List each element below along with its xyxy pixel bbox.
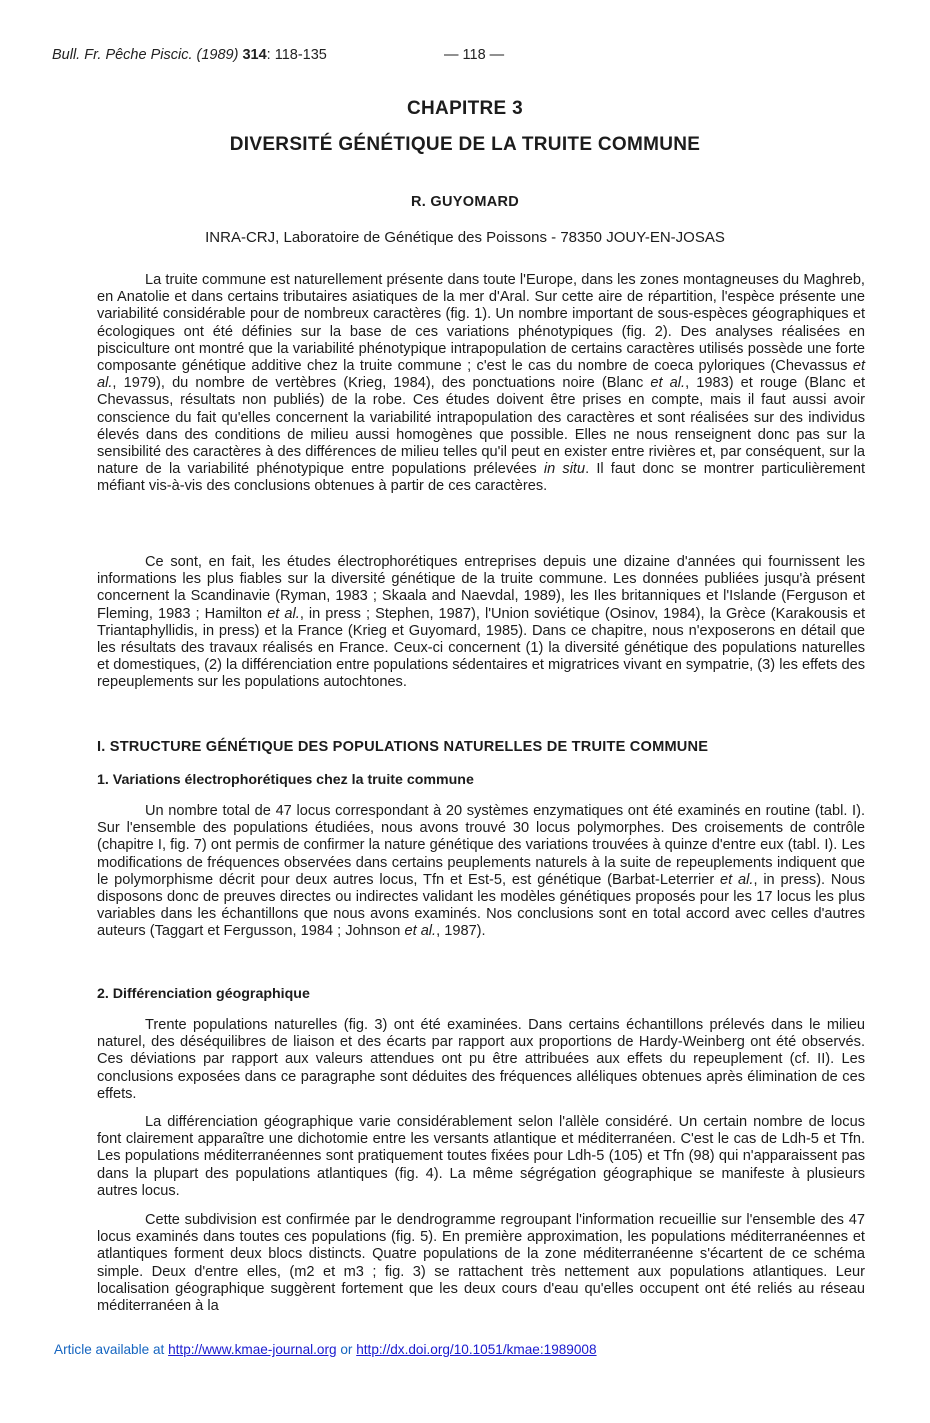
section-paragraph-4: Cette subdivision est confirmée par le dendrogramme regroupant l'information recueillie sur l'ensemble des 47 locus examinés dans toutes ces populations (fig. 5). En première approximation, les populations méditerranéennes et atlantiques forment deux blocs distincts. Quatre populations de la zone méditerranéenne s'écartent de ce schéma simple. Deux d'entre elles, (m2 et m3 ; fig. 3) se rattachent très nettement aux populations atlantiques. Leur localisation géographique suggèrent fortement que les deux cours d'eau qu'elles occupent ont été reliés au réseau méditerranéen à la [97,1212,865,1315]
journal-year: (1989) [196,47,239,63]
journal-volume: 314 [242,47,267,63]
author-name: R. GUYOMARD [410,194,520,210]
article-footer [54,1342,597,1357]
doi-link[interactable]: http://dx.doi.org/10.1051/kmae:1989008 [356,1342,597,1357]
subsection-heading-2: 2. Différenciation géographique [97,986,310,1002]
author-affiliation: INRA-CRJ, Laboratoire de Génétique des Poissons - 78350 JOUY-EN-JOSAS [205,229,725,246]
journal-pages: : 118-135 [266,47,327,63]
intro-paragraph-2: Ce sont, en fait, les études électrophorétiques entreprises depuis une dizaine d'années qui fournissent les informations les plus fiables sur la diversité génétique de la truite commune. Les données publiées jusqu'à présent concernent la Scandinavie (Ryman, 1983 ; Skaala and Naevdal, 1989), les Iles britanniques et l'Islande (Ferguson et Fleming, 1983 ; Hamilton et al., in press ; Stephen, 1987), l'Union soviétique (Osinov, 1984), la Grèce (Karakousis et Triantaphyllidis, in press) et la France (Krieg et Guyomard, 1985). Dans ce chapitre, nous n'exposerons en détail que les résultats des travaux réalisés en France. Ceux-ci concernent (1) la diversité génétique des populations naturelles et domestiques, (2) la différenciation entre populations sédentaires et migratrices vivant en sympatrie, (3) les effets des repeuplements sur les populations autochtones. [97,554,865,691]
section-paragraph-2: Trente populations naturelles (fig. 3) ont été examinées. Dans certains échantillons prélevés dans le milieu naturel, des déséquilibres de liaison et des écarts par rapport aux proportions de Hardy-Weinberg ont été observés. Ces déviations par rapport aux valeurs attendues ont pu être attribuées aux effets du repeuplement (cf. II). Les conclusions exposées dans ce paragraphe sont déduites des fréquences alléliques obtenues après élimination de ces effets. [97,1017,865,1102]
intro-paragraph-1: La truite commune est naturellement présente dans toute l'Europe, dans les zones montagneuses du Maghreb, en Anatolie et dans certains tributaires asiatiques de la mer d'Aral. Sur cette aire de répartition, l'espèce présente une variabilité considérable pour de nombreux caractères (fig. 1). Un nombre important de sous-espèces géographiques et écologiques ont été définies sur la base de ces variations phénotypiques (fig. 2). Des analyses réalisées en pisciculture ont montré que la variabilité phénotypique intrapopulation de certains caractères utilisés possède une forte composante génétique additive chez la truite commune ; c'est le cas du nombre de coeca pyloriques (Chevassus et al., 1979), du nombre de vertèbres (Krieg, 1984), des ponctuations noire (Blanc et al., 1983) et rouge (Blanc et Chevassus, résultats non publiés) de la robe. Ces études doivent être prises en compte, mais il faut aussi avoir conscience du fait qu'elles concernent la variabilité intrapopulation des caractères et sont réalisées sur des individus élevés dans des conditions de milieu aussi homogènes que possible. Elles ne nous renseignent donc pas sur la sensibilité des caractères à des différences de milieu telles qu'il peut en exister entre rivières et, par conséquent, sur la nature de la variabilité phénotypique entre populations prélevées in situ. Il faut donc se montrer particulièrement méfiant vis-à-vis des conclusions obtenues à partir de ces caractères. [97,272,866,495]
journal-name: Bull. Fr. Pêche Piscic. [52,47,193,63]
section-paragraph-1: Un nombre total de 47 locus correspondant à 20 systèmes enzymatiques ont été examinés en routine (tabl. I). Sur l'ensemble des populations étudiées, nous avons trouvé 30 locus polymorphes. Des croisements de contrôle (chapitre I, fig. 7) ont permis de confirmer la nature génétique des variations trouvées à quinze d'entre eux (tabl. I). Les modifications de fréquences observées dans certains peuplements naturels à la suite de repeuplements indiquent que le polymorphisme décrit pour deux autres locus, Tfn et Est-5, est génétique (Barbat-Leterrier et al., in press). Nous disposons donc de preuves directes ou indirectes validant les modèles génétiques proposés pour les 17 locus les plus variables dans les échantillons que nous avons examinés. Nos conclusions sont en total accord avec celles d'autres auteurs (Taggart et Fergusson, 1984 ; Johnson et al., 1987). [97,803,865,940]
journal-link[interactable]: http://www.kmae-journal.org [168,1342,337,1357]
running-header [52,47,505,63]
chapter-label: CHAPITRE 3 [407,98,523,119]
page-number: — 118 — [444,47,505,63]
subsection-heading-1: 1. Variations électrophorétiques chez la truite commune [97,772,474,788]
section-paragraph-3: La différenciation géographique varie considérablement selon l'allèle considéré. Un certain nombre de locus font clairement apparaître une dichotomie entre les versants atlantique et méditerranéen. C'est le cas de Ldh-5 et Tfn. Les populations méditerranéennes sont pratiquement toutes fixées pour Ldh-5 (105) et Tfn (98) qui n'apparaissent pas dans la plupart des populations atlantiques (fig. 4). La même ségrégation géographique se manifeste à plusieurs autres locus. [97,1114,865,1199]
footer-prefix: Article available at [54,1342,169,1357]
section-heading: I. STRUCTURE GÉNÉTIQUE DES POPULATIONS NATURELLES DE TRUITE COMMUNE [97,739,709,755]
footer-middle: or [336,1342,357,1357]
article-title: DIVERSITÉ GÉNÉTIQUE DE LA TRUITE COMMUNE [229,134,701,155]
